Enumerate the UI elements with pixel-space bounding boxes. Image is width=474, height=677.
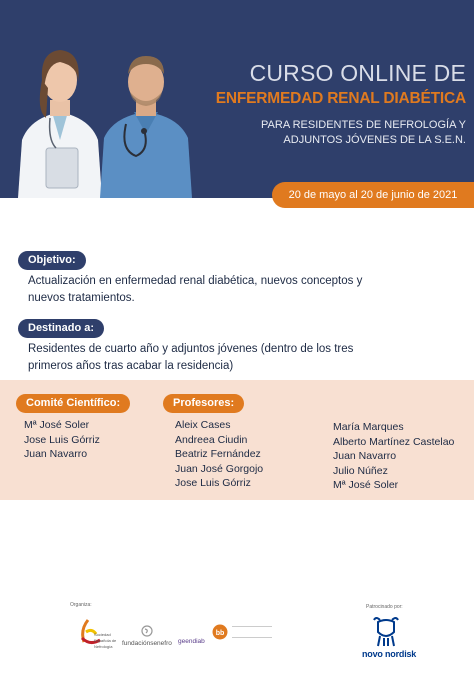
list-item: Jose Luis Górriz (24, 433, 100, 446)
patrocinado-label: Patrocinado por: (366, 604, 403, 610)
list-item: Andreea Ciudin (175, 433, 248, 446)
geendiab-logo-icon (210, 624, 230, 640)
list-item: Mª José Soler (24, 419, 90, 431)
course-subtitle (216, 118, 466, 148)
novo-nordisk-text: novo nordisk (362, 649, 417, 659)
subtitle-line2: ADJUNTOS JÓVENES DE LA S.E.N. (283, 134, 466, 146)
list-item: Juan José Gorgojo (175, 462, 264, 475)
destinado-text: Residentes de cuarto año y adjuntos jóvenes (dentro de los tres primeros años tras acabar la residencia) (28, 343, 354, 372)
objetivo-text: Actualización en enfermedad renal diabética, nuevos conceptos y nuevos tratamientos. (28, 275, 363, 304)
list-item: Beatriz Fernández (175, 448, 261, 461)
objetivo-section (18, 250, 86, 270)
doctors-photo (0, 0, 215, 198)
novo-nordisk-bull-icon (372, 614, 400, 648)
geendiab-descriptor (232, 626, 272, 638)
profesores-list-1 (175, 418, 263, 491)
destinado-label: Destinado a: (18, 319, 104, 338)
list-item: Julio Núñez (333, 464, 388, 477)
profesores-list-2 (333, 420, 454, 493)
comite-label: Comité Científico: (16, 394, 130, 413)
list-item: Juan Navarro (24, 448, 88, 461)
subtitle-line1: PARA RESIDENTES DE NEFROLOGÍA Y (261, 119, 466, 131)
profesores-section (163, 393, 244, 413)
comite-list (24, 418, 100, 462)
course-title-line2: ENFERMEDAD RENAL DIABÉTICA (215, 90, 466, 107)
list-item: María Marques (333, 421, 404, 433)
header-banner (0, 0, 474, 198)
comite-section (16, 393, 130, 413)
organiza-label: Organiza: (70, 602, 92, 608)
destinado-section (18, 318, 104, 338)
objetivo-label: Objetivo: (18, 251, 86, 270)
fundacion-logo-text: fundaciónsenefro (122, 640, 172, 647)
course-title-line1: CURSO ONLINE DE (249, 60, 466, 86)
fundacion-logo-icon (140, 624, 154, 638)
svg-text:bb: bb (215, 630, 225, 637)
list-item: Jose Luis Górriz (175, 477, 251, 490)
list-item: Aleix Cases (175, 419, 231, 431)
list-item: Mª José Soler (333, 479, 399, 492)
sen-logo-text: Sociedad Española de Nefrología (94, 632, 117, 649)
list-item: Alberto Martínez Castelao (333, 435, 455, 448)
profesores-label: Profesores: (163, 394, 244, 413)
dates-badge: 20 de mayo al 20 de junio de 2021 (272, 182, 474, 208)
list-item: Juan Navarro (333, 450, 397, 463)
geendiab-logo-text: geendiab (178, 638, 205, 645)
